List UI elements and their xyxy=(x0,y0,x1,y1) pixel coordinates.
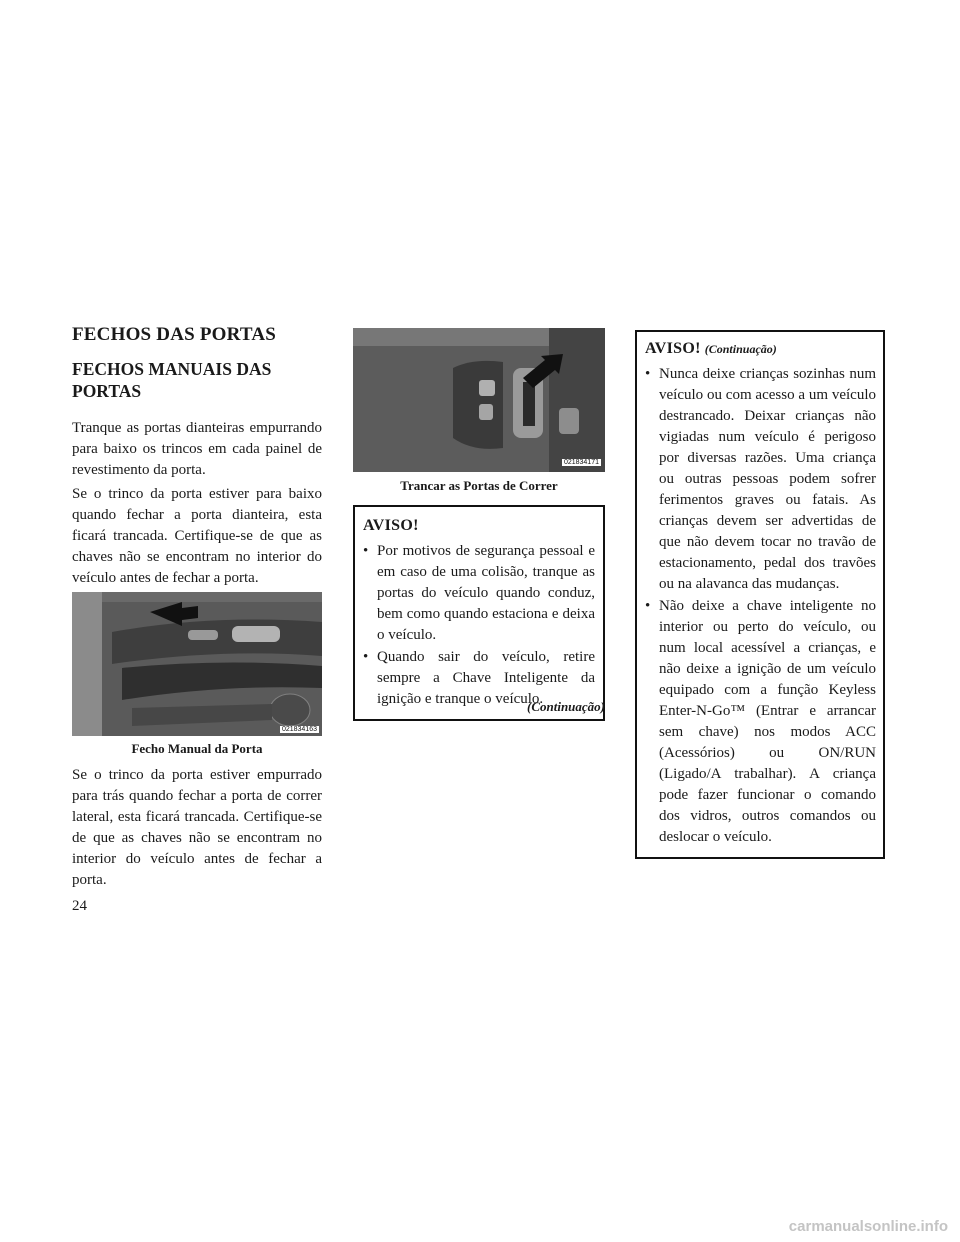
warning-item: • Quando sair do veículo, retire sempre a Chave Inteligente da ignição e tranque o veículo. xyxy=(363,649,595,707)
figure-caption: Trancar as Portas de Correr xyxy=(400,478,558,493)
paragraph-front-doors: Tranque as portas dianteiras empurrando para baixo os trincos em cada painel de revestimento da porta. xyxy=(72,420,322,478)
warning-item: • Por motivos de segurança pessoal e em caso de uma colisão, tranque as portas do veículo quando conduz, bem como quando estaciona e deixa o veículo. xyxy=(363,543,595,643)
bullet: • xyxy=(645,598,651,614)
figure-sliding-door-lock xyxy=(353,328,605,472)
section-title: FECHOS DAS PORTAS xyxy=(72,324,277,345)
bullet: • xyxy=(645,366,651,382)
warning-title: AVISO! xyxy=(363,517,419,534)
warning-title: AVISO! (Continuação) xyxy=(645,340,777,357)
warning-list xyxy=(363,541,595,710)
figure-code: 021834171 xyxy=(563,459,599,466)
subsection-title: FECHOS MANUAIS DAS PORTAS xyxy=(72,359,272,401)
sliding-door-illustration xyxy=(353,328,605,472)
figure-manual-door-lock xyxy=(72,592,322,736)
warning-list xyxy=(645,364,876,848)
figure-code: 021834163 xyxy=(281,726,317,733)
warning-item: • Nunca deixe crianças sozinhas num veículo ou com acesso a um veículo destrancado. Deixar crianças não vigiadas num veículo é perigoso por diversas razões. Uma criança ou outras pessoas podem sofrer ferimentos graves ou fatais. As crianças devem ser advertidas de que não devem tocar no travão de estacionamento, pedal dos travões ou na alavanca das mudanças. xyxy=(645,366,876,592)
paragraph-lock-when-closing: Se o trinco da porta estiver para baixo quando fechar a porta dianteira, esta ficará trancada. Certifique-se de que as chaves não se encontram no interior do veículo antes de fechar a porta. xyxy=(72,486,322,586)
page-number: 24 xyxy=(72,898,87,914)
bullet: • xyxy=(363,649,369,665)
door-panel-illustration xyxy=(72,592,322,736)
watermark: carmanualsonline.info xyxy=(788,1218,948,1235)
warning-box xyxy=(353,505,605,721)
continued-note: (Continuação) xyxy=(526,699,605,714)
warning-item: • Não deixe a chave inteligente no interior ou perto do veículo, ou num local acessível a crianças, e não deixe a ignição de um veículo equipado com a função Keyless Enter-N-Go™ (Entrar e arrancar sem chave) nos modos ACC (Acessórios) ou ON/RUN (Ligado/A trabalhar). A criança pode fazer funcionar o comando dos vidros, outros comandos ou deslocar o veículo. xyxy=(645,598,876,845)
figure-caption: Fecho Manual da Porta xyxy=(131,741,263,756)
warning-box-continued xyxy=(635,330,885,859)
paragraph-sliding-door: Se o trinco da porta estiver empurrado para trás quando fechar a porta de correr lateral, esta ficará trancada. Certifique-se de que as chaves não se encontram no interior do veículo antes de fechar a porta. xyxy=(72,767,322,888)
bullet: • xyxy=(363,543,369,559)
